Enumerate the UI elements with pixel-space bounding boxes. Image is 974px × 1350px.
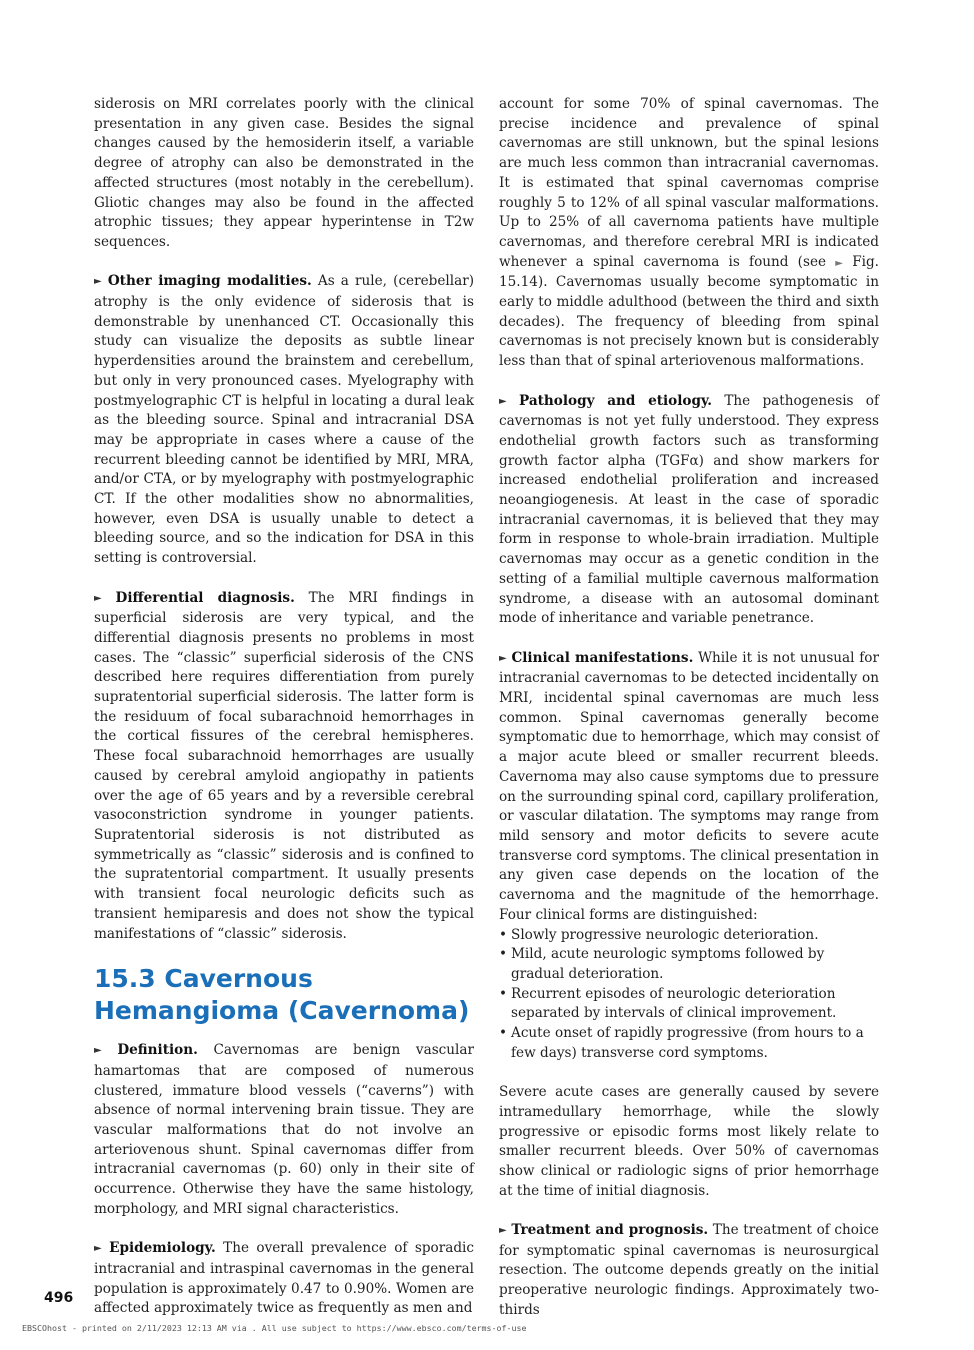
paragraph-text: The treatment of choice for symptomatic spinal cavernomas is neurosurgical resection. The outcome depends greatly on the initial preoperative neurologic findings. Approximately two-thirds xyxy=(499,1222,879,1318)
list-item: • Recurrent episodes of neurologic deterioration separated by intervals of clinical improvement. xyxy=(499,985,879,1024)
page-number: 496 xyxy=(44,1290,74,1306)
run-in-heading: Clinical manifestations. xyxy=(511,649,694,666)
figure-reference-link[interactable]: Fig. 15.14 xyxy=(499,253,880,291)
right-column xyxy=(499,95,879,1321)
triangle-bullet-icon: ► xyxy=(94,1243,102,1255)
triangle-bullet-icon: ► xyxy=(499,652,507,664)
paragraph-text: account for some 70% of spinal cavernomas. The precise incidence and prevalence of spinal cavernomas are still unknown, but the spinal lesions are much less common than intracranial cavernomas. It is estimated that spinal cavernomas comprise roughly 5 to 12% of all spinal vascular malformations. Up to 25% of all cavernoma patients have multiple cavernomas, and therefore cerebral MRI is indicated whenever a spinal cavernoma is found (see xyxy=(499,96,879,270)
paragraph-clinical-manifestations xyxy=(499,649,879,926)
left-column xyxy=(94,95,474,1319)
run-in-heading: Differential diagnosis. xyxy=(115,589,295,606)
run-in-heading: Definition. xyxy=(117,1042,198,1059)
paragraph-pathology xyxy=(499,392,879,629)
paragraph-text: The overall prevalence of sporadic intracranial and intraspinal cavernomas in the general population is approximately 0.47 to 0.90%. Women are affected approximately twice as frequently as men and xyxy=(94,1240,474,1317)
paragraph-text: ). Cavernomas usually become symptomatic in early to middle adulthood (between the third and sixth decades). The frequency of bleeding from spinal cavernomas is not precisely known but is considerably less than that of spinal arteriovenous malformations. xyxy=(499,274,879,370)
footer-print-notice: EBSCOhost - printed on 2/11/2023 12:13 AM via . All use subject to https://www.ebsco.com/terms-of-use xyxy=(22,1323,527,1333)
paragraph-other-imaging xyxy=(94,272,474,569)
paragraph-siderosis-mri: siderosis on MRI correlates poorly with the clinical presentation in any given case. Besides the signal changes caused by the hemosiderin itself, a variable degree of atrophy can also be demonstrated in the affected structures (most notably in the cerebellum). Gliotic changes may also be found in the affected atrophic tissues; they appear hyperintense in T2w sequences. xyxy=(94,96,474,250)
paragraph-differential-diagnosis xyxy=(94,589,474,945)
triangle-bullet-icon: ► xyxy=(94,276,102,288)
list-item: • Acute onset of rapidly progressive (from hours to a few days) transverse cord symptoms. xyxy=(499,1024,879,1063)
triangle-bullet-icon: ► xyxy=(94,592,102,604)
paragraph-definition xyxy=(94,1041,474,1219)
paragraph-text: Cavernomas are benign vascular hamartomas that are composed of numerous clustered, immature blood vessels (“caverns”) with absence of normal intervening brain tissue. They are vascular malformations that do not involve an arteriovenous shunt. Spinal cavernomas differ from intracranial cavernomas (p. 60) only in their site of occurrence. Otherwise they have the same histology, morphology, and MRI signal characteristics. xyxy=(94,1042,474,1217)
paragraph-treatment xyxy=(499,1221,879,1321)
paragraph-text: While it is not unusual for intracranial cavernomas to be detected incidentally on MRI, incidental spinal cavernomas are much less common. Spinal cavernomas generally become symptomatic due to hemorrhage, which may consist of a major acute bleed or smaller recurrent bleeds. Cavernoma may also cause symptoms due to pressure on the surrounding spinal cord, capillary proliferation, or vascular dilatation. The symptoms may range from mild sensory and motor deficits to severe acute transverse cord symptoms. The clinical presentation in any given case depends on the location of the cavernoma and the magnitude of the hemorrhage. Four clinical forms are distinguished: xyxy=(499,649,879,923)
paragraph-epidemiology xyxy=(94,1239,474,1319)
triangle-bullet-icon: ► xyxy=(499,1225,507,1237)
paragraph-text: As a rule, (cerebellar) atrophy is the only evidence of siderosis that is demonstrable by unenhanced CT. Occasionally this study can visualize the deposits as subtle linear hyperdensities around the brainstem and cerebellum, but only in very pronounced cases. Myelography with postmyelographic CT is helpful in locating a dural leak as the bleeding source. Spinal and intracranial DSA may be appropriate in cases where a cause of the recurrent bleeding cannot be identified by MRI, MRA, and/or CTA, or by myelography with postmyelographic CT. If the other modalities show no abnormalities, however, even DSA is usually unable to detect a bleeding source, and so the indication for DSA in this setting is controversial. xyxy=(94,273,474,567)
run-in-heading: Epidemiology. xyxy=(109,1240,216,1257)
cross-reference-arrow-icon: ► xyxy=(835,257,843,269)
paragraph-severe-cases: Severe acute cases are generally caused by severe intramedullary hemorrhage, while the slowly progressive or episodic forms most likely relate to smaller recurrent bleeds. Over 50% of cavernomas show clinical or radiologic signs of prior hemorrhage at the time of initial diagnosis. xyxy=(499,1084,879,1199)
list-item: • Slowly progressive neurologic deterioration. xyxy=(499,926,879,946)
run-in-heading: Other imaging modalities. xyxy=(107,273,312,290)
section-heading: 15.3 Cavernous Hemangioma (Cavernoma) xyxy=(94,964,470,1026)
paragraph-text: The pathogenesis of cavernomas is not yet fully understood. They express endothelial growth factors such as transforming growth factor alpha (TGFα) and show markers for increased endothelial proliferation and increased neoangiogenesis. At least in the case of sporadic intracranial cavernomas, it is believed that they may form in response to whole-brain irradiation. Multiple cavernomas may occur as a genetic condition in the setting of a familial multiple cavernous malformation syndrome, a disease with an autosomal dominant mode of inheritance and variable penetrance. xyxy=(499,392,880,627)
list-item: • Mild, acute neurologic symptoms followed by gradual deterioration. xyxy=(499,945,879,984)
triangle-bullet-icon: ► xyxy=(94,1045,102,1057)
triangle-bullet-icon: ► xyxy=(499,395,507,407)
paragraph-text: The MRI findings in superficial siderosis are very typical, and the differential diagnosis presents no problems in most cases. The “classic” superficial siderosis of the CNS described here requires differentiation from purely supratentorial superficial siderosis. The latter form is the residuum of focal subarachnoid hemorrhages in the cortical fissures of the cerebral hemispheres. These focal subarachnoid hemorrhages are usually caused by cerebral amyloid angiopathy in patients over the age of 65 years and by a reversible cerebral vasoconstriction syndrome in younger patients. Supratentorial siderosis is not distributed as symmetrically as “classic” siderosis and is confined to the supratentorial compartment. It usually presents with transient focal neurologic deficits such as transient hemiparesis and does not show the typical manifestations of “classic” siderosis. xyxy=(94,589,474,942)
run-in-heading: Treatment and prognosis. xyxy=(511,1222,709,1239)
run-in-heading: Pathology and etiology. xyxy=(518,392,713,409)
paragraph-epidemiology-continued xyxy=(499,95,879,372)
clinical-forms-list xyxy=(499,926,879,1064)
